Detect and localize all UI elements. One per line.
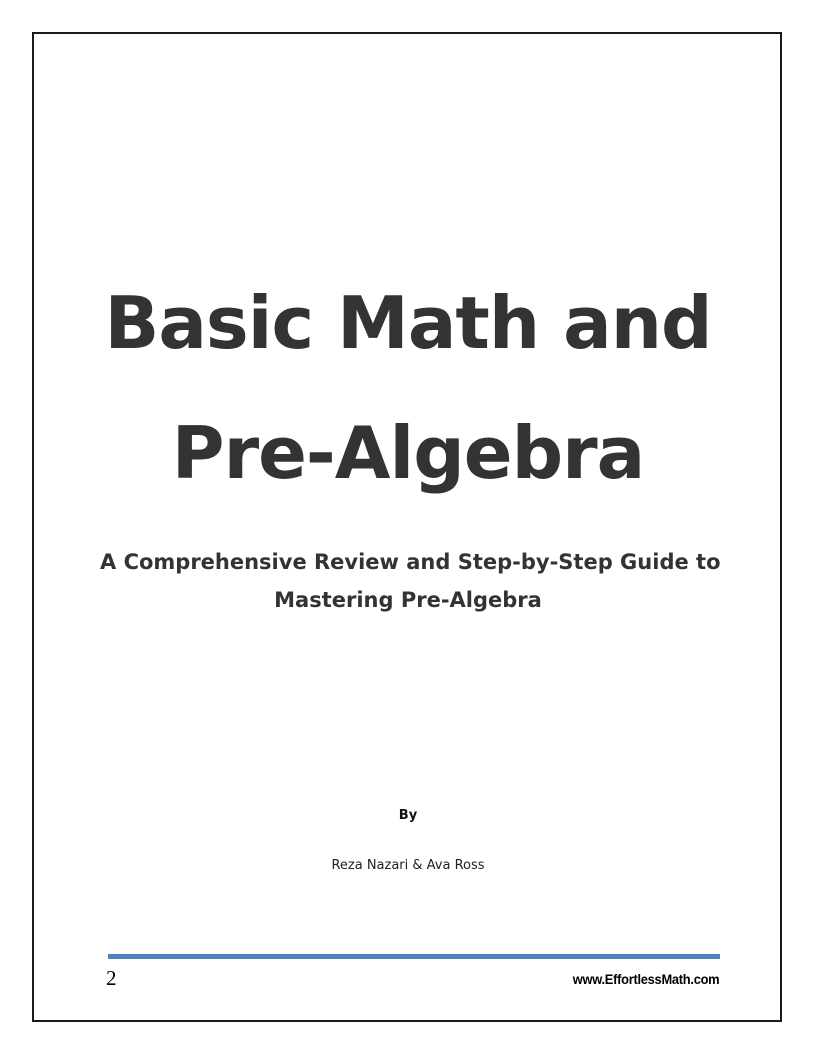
website-link[interactable]: www.EffortlessMath.com (572, 971, 719, 987)
authors: Reza Nazari & Ava Ross (331, 858, 485, 873)
book-title (0, 258, 816, 518)
by-label: By (398, 808, 418, 823)
page-border (32, 32, 782, 1022)
book-subtitle-line-2: Mastering Pre-Algebra (274, 588, 542, 612)
book-title-line-1: Basic Math and (104, 281, 712, 366)
book-subtitle-line-1: A Comprehensive Review and Step-by-Step Guide to (100, 550, 721, 574)
footer-rule (108, 954, 720, 959)
book-subtitle (100, 543, 721, 619)
page-number: 2 (106, 966, 117, 990)
book-title-line-2: Pre-Algebra (171, 411, 645, 496)
